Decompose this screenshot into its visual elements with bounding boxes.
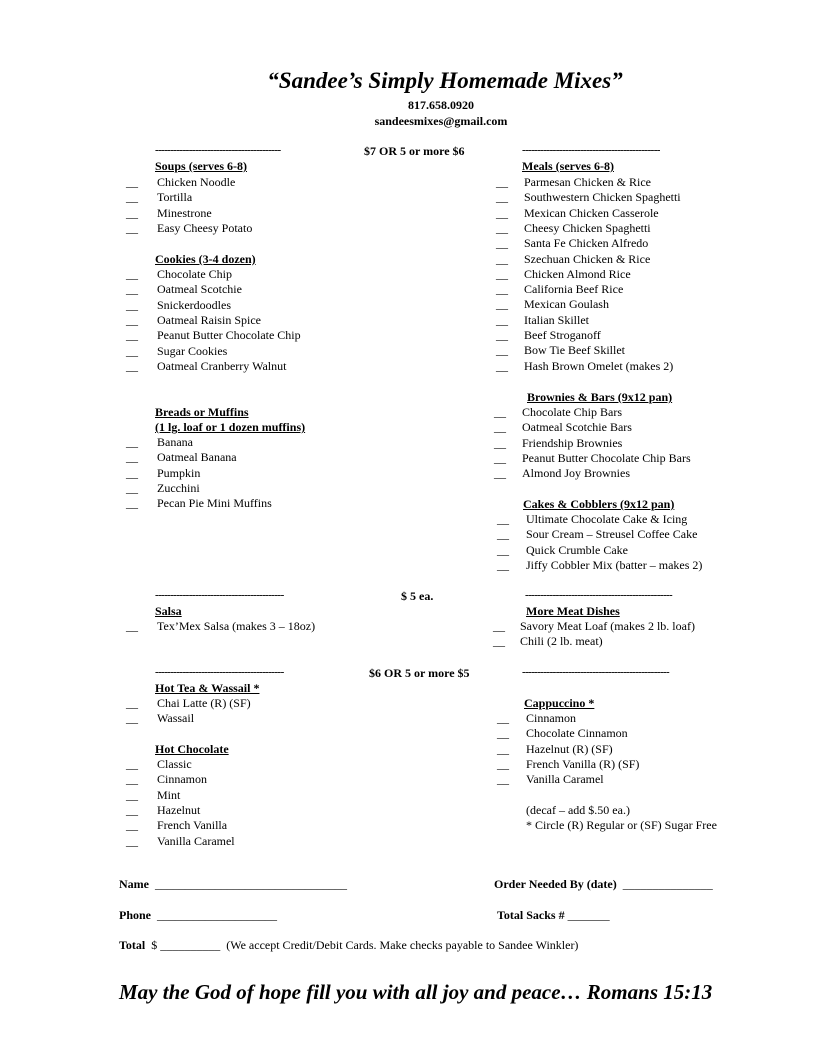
list-item: Friendship Brownies <box>522 435 623 450</box>
order-checkbox-blank[interactable]: __ <box>493 634 505 649</box>
list-item: Bow Tie Beef Skillet <box>524 343 626 358</box>
order-checkbox-blank[interactable]: __ <box>497 557 509 572</box>
list-item: Oatmeal Scotchie <box>157 282 242 297</box>
total-sacks-line[interactable]: _______ <box>567 908 610 922</box>
list-item: Chai Latte (R) (SF) <box>157 696 251 710</box>
list-item: Beef Stroganoff <box>524 328 601 342</box>
list-item: Hazelnut (R) (SF) <box>526 741 613 756</box>
decaf-note: (decaf – add $.50 ea.) <box>526 803 630 817</box>
list-item: Chocolate Cinnamon <box>526 726 628 741</box>
list-item: Mexican Chicken Casserole <box>524 205 659 220</box>
list-item: Chicken Noodle <box>157 175 236 189</box>
list-item: Pecan Pie Mini Muffins <box>157 496 272 511</box>
email-address: sandeesmixes@gmail.com <box>374 114 508 128</box>
total-field[interactable] <box>119 938 578 953</box>
order-checkbox-blank[interactable]: __ <box>494 466 506 481</box>
section-heading-salsa: Salsa <box>155 604 182 618</box>
order-date-line[interactable]: _______________ <box>622 877 713 891</box>
order-checkbox-blank[interactable]: __ <box>496 190 508 205</box>
list-item: Cheesy Chicken Spaghetti <box>524 220 651 235</box>
list-item: Banana <box>157 435 193 449</box>
order-checkbox-blank[interactable]: __ <box>126 267 138 281</box>
order-checkbox-blank[interactable]: __ <box>497 711 509 725</box>
order-checkbox-blank[interactable]: __ <box>126 343 138 358</box>
list-item: Parmesan Chicken & Rice <box>524 175 651 189</box>
order-checkbox-blank[interactable]: __ <box>126 772 138 787</box>
order-checkbox-blank[interactable]: __ <box>496 312 508 327</box>
order-checkbox-blank[interactable]: __ <box>126 450 138 465</box>
section-heading-cookies: Cookies (3-4 dozen) <box>155 252 256 266</box>
order-checkbox-blank[interactable]: __ <box>497 512 509 526</box>
name-line[interactable]: ________________________________ <box>155 877 347 891</box>
list-item: Chocolate Chip Bars <box>522 405 622 419</box>
order-checkbox-blank[interactable]: __ <box>496 251 508 266</box>
list-item: Vanilla Caramel <box>157 833 235 848</box>
section-heading-brownies: Brownies & Bars (9x12 pan) <box>527 390 673 404</box>
list-item: Peanut Butter Chocolate Chip Bars <box>522 450 691 465</box>
list-item: Ultimate Chocolate Cake & Icing <box>526 512 688 526</box>
order-checkbox-blank[interactable]: __ <box>126 496 138 511</box>
order-checkbox-blank[interactable]: __ <box>126 220 138 235</box>
order-checkbox-blank[interactable]: __ <box>497 772 509 787</box>
list-item: Sugar Cookies <box>157 343 228 358</box>
divider-right: --------------------------------------------- <box>522 144 660 156</box>
price-tier-2: $ 5 ea. <box>401 589 434 603</box>
list-item: Tortilla <box>157 190 193 205</box>
order-checkbox-blank[interactable]: __ <box>126 696 138 710</box>
list-item: Oatmeal Cranberry Walnut <box>157 358 287 373</box>
order-checkbox-blank[interactable]: __ <box>496 266 508 281</box>
order-checkbox-blank[interactable]: __ <box>494 450 506 465</box>
list-item: Italian Skillet <box>524 312 589 327</box>
list-item: Classic <box>157 757 192 771</box>
order-checkbox-blank[interactable]: __ <box>497 756 509 771</box>
price-tier-1: $7 OR 5 or more $6 <box>364 144 465 158</box>
order-checkbox-blank[interactable]: __ <box>126 802 138 817</box>
order-checkbox-blank[interactable]: __ <box>496 282 508 297</box>
list-item: Pumpkin <box>157 465 201 480</box>
order-checkbox-blank[interactable]: __ <box>126 833 138 848</box>
order-date-field[interactable] <box>494 877 713 892</box>
phone-label: Phone <box>119 908 152 922</box>
list-item: Easy Cheesy Potato <box>157 220 253 235</box>
divider-left-tier-3: ------------------------------------------ <box>155 666 284 678</box>
order-checkbox-blank[interactable]: __ <box>497 542 509 557</box>
order-checkbox-blank[interactable]: __ <box>126 711 138 726</box>
order-checkbox-blank[interactable]: __ <box>494 435 506 450</box>
total-line[interactable]: $ __________ <box>151 938 221 952</box>
order-checkbox-blank[interactable]: __ <box>126 787 138 802</box>
list-item: California Beef Rice <box>524 282 624 297</box>
order-checkbox-blank[interactable]: __ <box>126 435 138 449</box>
list-item: Hash Brown Omelet (makes 2) <box>524 358 674 373</box>
order-checkbox-blank[interactable]: __ <box>496 205 508 220</box>
list-item: Southwestern Chicken Spaghetti <box>524 190 681 205</box>
list-item: Oatmeal Raisin Spice <box>157 312 261 327</box>
bible-verse: May the God of hope fill you with all joy and peace… Romans 15:13 <box>119 980 713 1004</box>
list-item: Oatmeal Banana <box>157 450 237 465</box>
list-item: Santa Fe Chicken Alfredo <box>524 236 649 251</box>
list-item: Hazelnut <box>157 802 201 817</box>
phone-line[interactable]: ____________________ <box>157 908 278 922</box>
order-checkbox-blank[interactable]: __ <box>126 175 138 189</box>
order-checkbox-blank[interactable]: __ <box>497 527 509 542</box>
list-item: Almond Joy Brownies <box>522 466 630 481</box>
divider-left-tier-2: ------------------------------------------ <box>155 589 284 601</box>
order-checkbox-blank[interactable]: __ <box>496 175 508 189</box>
order-checkbox-blank[interactable]: __ <box>496 220 508 235</box>
list-item: Chocolate Chip <box>157 267 232 281</box>
total-sacks-field[interactable] <box>497 908 610 923</box>
order-checkbox-blank[interactable]: __ <box>126 757 138 771</box>
order-checkbox-blank[interactable]: __ <box>496 343 508 358</box>
order-checkbox-blank[interactable]: __ <box>126 465 138 480</box>
list-item: Jiffy Cobbler Mix (batter – makes 2) <box>526 557 703 572</box>
order-checkbox-blank[interactable]: __ <box>126 480 138 495</box>
divider-right-tier-2: ------------------------------------------------ <box>525 589 673 601</box>
list-item: Minestrone <box>157 205 212 220</box>
order-checkbox-blank[interactable]: __ <box>496 328 508 342</box>
section-heading-meat: More Meat Dishes <box>526 604 620 618</box>
list-item: Vanilla Caramel <box>526 772 604 787</box>
order-checkbox-blank[interactable]: __ <box>493 619 505 633</box>
list-item: Cinnamon <box>157 772 207 787</box>
list-item: Peanut Butter Chocolate Chip <box>157 328 301 343</box>
total-sacks-label: Total Sacks # <box>497 908 565 922</box>
divider-right-tier-3: ------------------------------------------------ <box>522 666 670 678</box>
order-checkbox-blank[interactable]: __ <box>126 358 138 373</box>
list-item: Zucchini <box>157 480 200 495</box>
section-heading-soups: Soups (serves 6-8) <box>155 159 247 173</box>
order-checkbox-blank[interactable]: __ <box>126 818 138 833</box>
section-heading-hot-chocolate: Hot Chocolate <box>155 742 229 756</box>
list-item: Wassail <box>157 711 195 726</box>
list-item: French Vanilla (R) (SF) <box>526 756 640 771</box>
order-checkbox-blank[interactable]: __ <box>126 619 138 633</box>
page-title: “Sandee’s Simply Homemade Mixes” <box>267 68 623 93</box>
order-checkbox-blank[interactable]: __ <box>497 741 509 756</box>
section-heading-tea: Hot Tea & Wassail * <box>155 681 260 695</box>
price-tier-3: $6 OR 5 or more $5 <box>369 666 470 680</box>
section-heading-cappuccino: Cappuccino * <box>524 696 595 710</box>
total-label: Total <box>119 938 146 952</box>
order-checkbox-blank[interactable]: __ <box>496 358 508 373</box>
list-item: Sour Cream – Streusel Coffee Cake <box>526 527 698 542</box>
order-checkbox-blank[interactable]: __ <box>126 205 138 220</box>
list-item: Chicken Almond Rice <box>524 266 631 281</box>
section-heading-cakes: Cakes & Cobblers (9x12 pan) <box>523 497 675 511</box>
order-checkbox-blank[interactable]: __ <box>126 190 138 205</box>
list-item: Quick Crumble Cake <box>526 542 628 557</box>
sugar-free-note: * Circle (R) Regular or (SF) Sugar Free <box>526 818 717 832</box>
divider-left: ----------------------------------------- <box>155 144 281 156</box>
order-checkbox-blank[interactable]: __ <box>126 328 138 343</box>
order-checkbox-blank[interactable]: __ <box>126 297 138 312</box>
list-item: French Vanilla <box>157 818 228 833</box>
list-item: Szechuan Chicken & Rice <box>524 251 651 266</box>
name-field[interactable] <box>119 877 347 892</box>
list-item: Cinnamon <box>526 711 576 725</box>
order-checkbox-blank[interactable]: __ <box>494 405 506 419</box>
order-checkbox-blank[interactable]: __ <box>126 312 138 327</box>
list-item: Chili (2 lb. meat) <box>520 634 603 649</box>
section-heading-meals: Meals (serves 6-8) <box>522 159 614 173</box>
list-item: Mexican Goulash <box>524 297 609 312</box>
order-checkbox-blank[interactable]: __ <box>494 420 506 435</box>
section-heading-breads: Breads or Muffins <box>155 405 249 419</box>
list-item: Tex’Mex Salsa (makes 3 – 18oz) <box>157 619 316 633</box>
payment-note: (We accept Credit/Debit Cards. Make checks payable to Sandee Winkler) <box>226 938 579 952</box>
list-item: Savory Meat Loaf (makes 2 lb. loaf) <box>520 619 695 633</box>
order-checkbox-blank[interactable]: __ <box>497 726 509 741</box>
list-item: Mint <box>157 787 181 802</box>
phone-number: 817.658.0920 <box>408 98 474 112</box>
list-item: Snickerdoodles <box>157 297 231 312</box>
phone-field[interactable] <box>119 908 277 923</box>
order-checkbox-blank[interactable]: __ <box>496 236 508 251</box>
list-item: Oatmeal Scotchie Bars <box>522 420 632 435</box>
section-subheading-breads: (1 lg. loaf or 1 dozen muffins) <box>155 420 306 434</box>
order-date-label: Order Needed By (date) <box>494 877 617 891</box>
order-checkbox-blank[interactable]: __ <box>126 282 138 297</box>
name-label: Name <box>119 877 149 891</box>
order-checkbox-blank[interactable]: __ <box>496 297 508 312</box>
